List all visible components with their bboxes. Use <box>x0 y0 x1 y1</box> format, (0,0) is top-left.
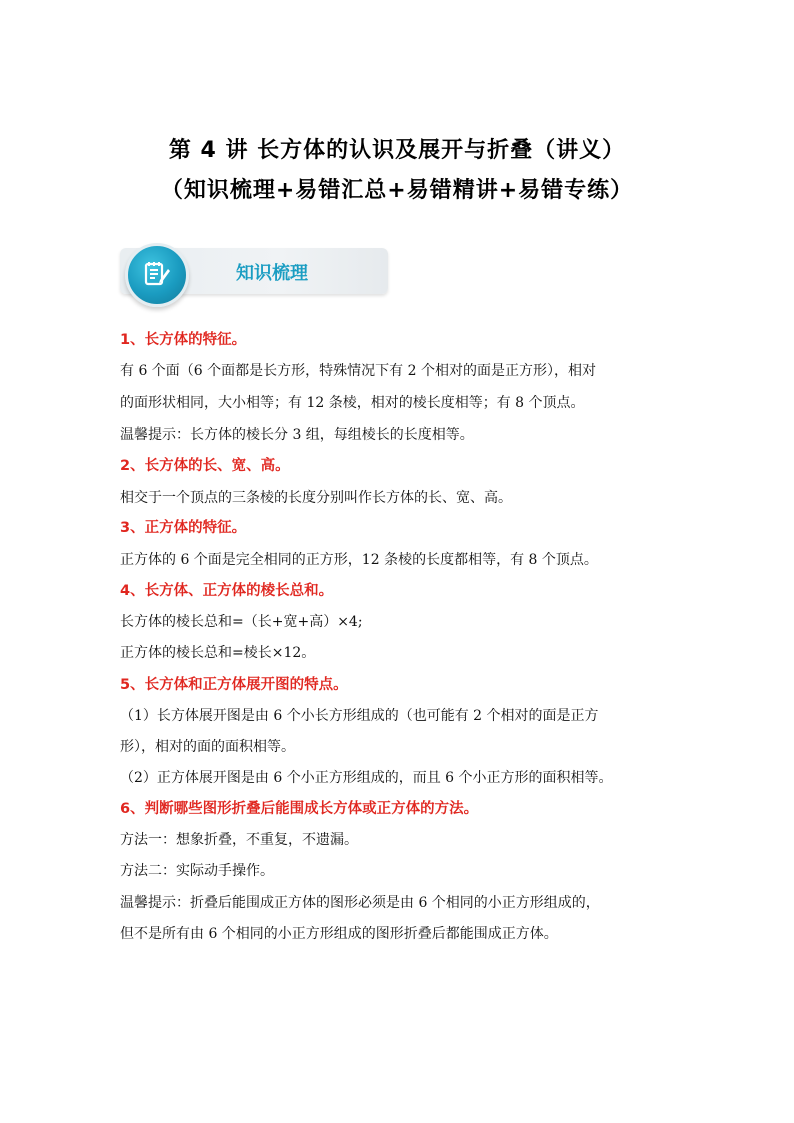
tip-text: 温馨提示：折叠后能围成正方体的图形必须是由 6 个相同的小正方形组成的， <box>120 895 600 911</box>
formula-text: 正方体的棱长总和=棱长×12。 <box>120 645 316 661</box>
heading-4: 4、长方体、正方体的棱长总和。 <box>120 583 334 599</box>
paragraph-text: 正方体的 6 个面是完全相同的正方形，12 条棱的长度都相等，有 8 个顶点。 <box>120 552 598 568</box>
tip-text: 温馨提示：长方体的棱长分 3 组，每组棱长的长度相等。 <box>120 427 474 443</box>
tip-text: 但不是所有由 6 个相同的小正方形组成的图形折叠后都能围成正方体。 <box>120 926 558 942</box>
heading-1: 1、长方体的特征。 <box>120 332 247 348</box>
paragraph-text: 相交于一个顶点的三条棱的长度分别叫作长方体的长、宽、高。 <box>120 490 512 506</box>
formula-text: 长方体的棱长总和=（长+宽+高）×4; <box>120 614 363 630</box>
paragraph-text: 的面形状相同，大小相等；有 12 条棱，相对的棱长度相等；有 8 个顶点。 <box>120 395 585 411</box>
paragraph-text: 有 6 个面（6 个面都是长方形，特殊情况下有 2 个相对的面是正方形），相对 <box>120 363 596 379</box>
heading-5: 5、长方体和正方体展开图的特点。 <box>120 677 348 693</box>
heading-3: 3、正方体的特征。 <box>120 520 247 536</box>
heading-2: 2、长方体的长、宽、高。 <box>120 458 290 474</box>
page-title: 第 4 讲 长方体的认识及展开与折叠（讲义） <box>168 138 626 163</box>
heading-6: 6、判断哪些图形折叠后能围成长方体或正方体的方法。 <box>120 801 479 817</box>
section-banner-label: 知识梳理 <box>236 263 308 284</box>
notepad-pencil-icon <box>125 243 189 307</box>
page-subtitle: （知识梳理+易错汇总+易错精讲+易错专练） <box>160 178 634 203</box>
paragraph-text: 方法一：想象折叠，不重复，不遗漏。 <box>120 832 358 848</box>
paragraph-text: 方法二：实际动手操作。 <box>120 863 274 879</box>
paragraph-text: 形），相对的面的面积相等。 <box>120 739 295 755</box>
paragraph-text: （2）正方体展开图是由 6 个小正方形组成的，而且 6 个小正方形的面积相等。 <box>120 770 613 786</box>
paragraph-text: （1）长方体展开图是由 6 个小长方形组成的（也可能有 2 个相对的面是正方 <box>120 708 599 724</box>
